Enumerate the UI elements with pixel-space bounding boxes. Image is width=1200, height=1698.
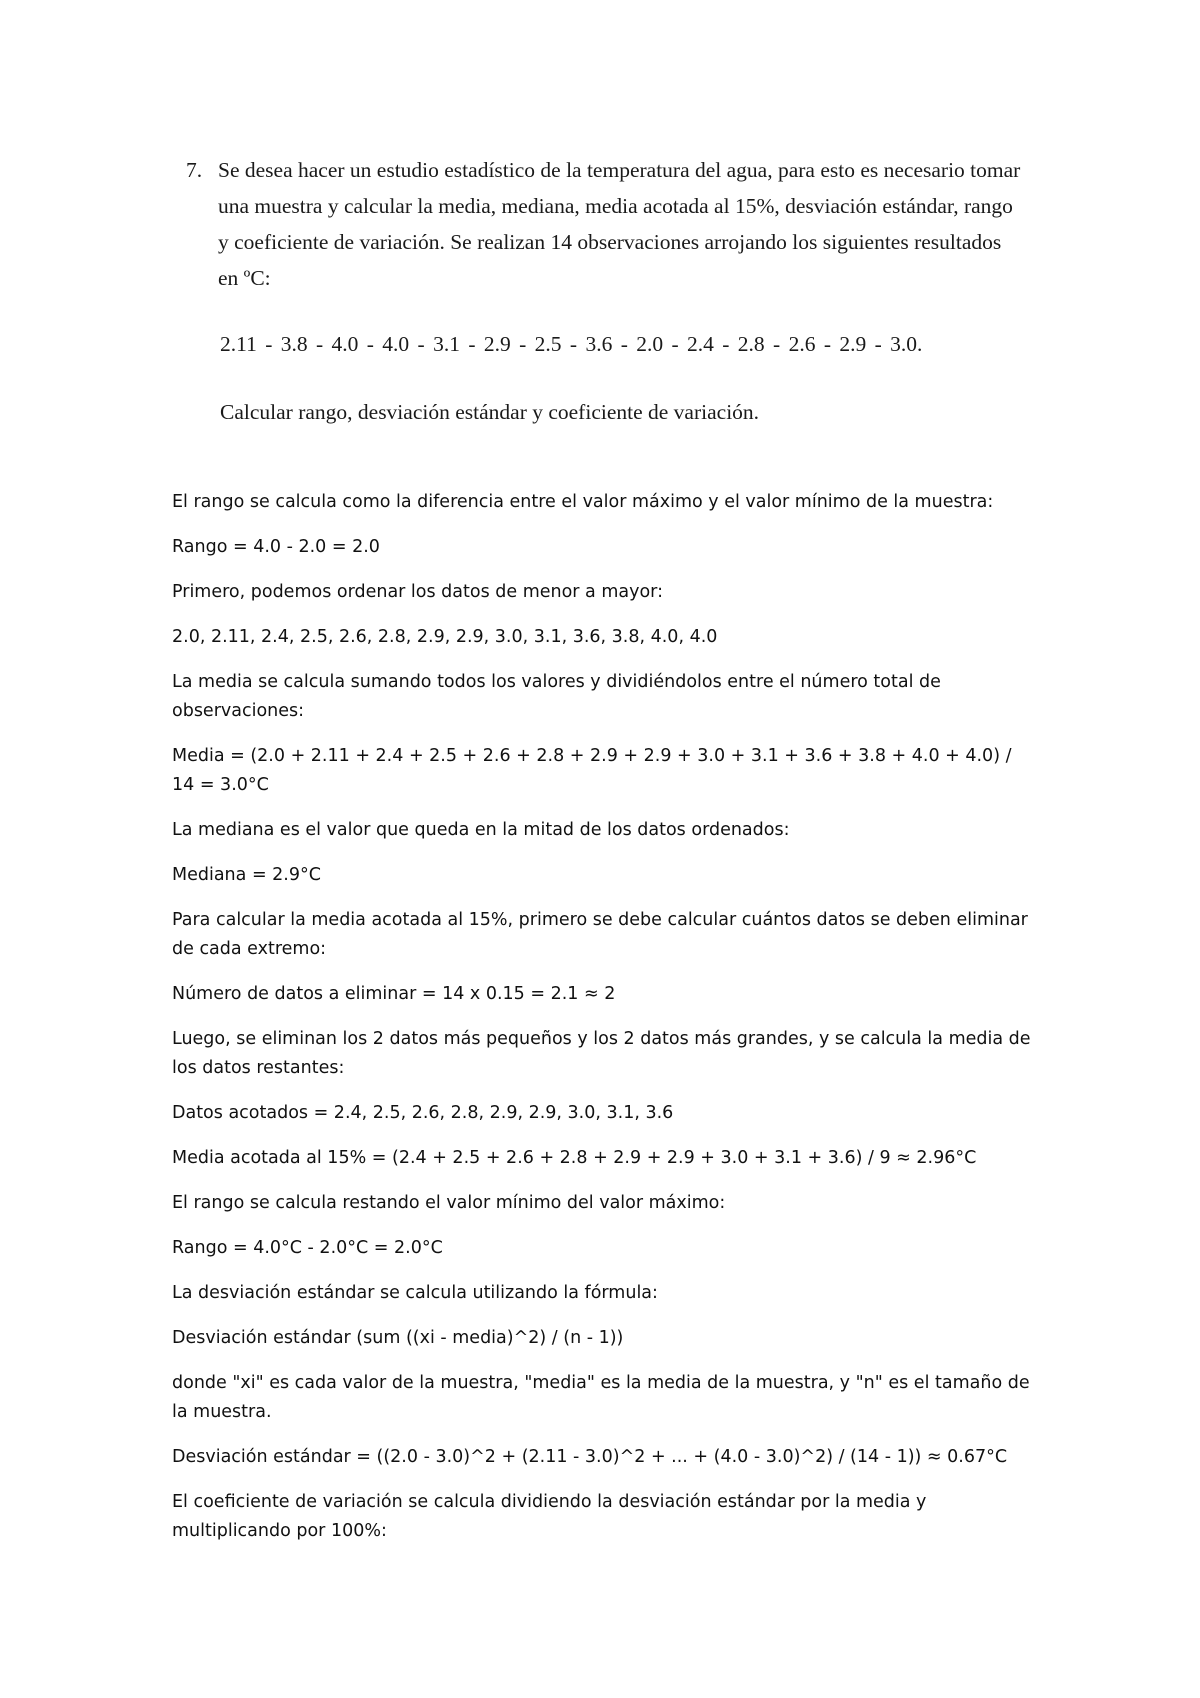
answer-paragraph: Mediana = 2.9°C — [172, 865, 321, 885]
answer-paragraph: Desviación estándar = ((2.0 - 3.0)^2 + (2.11 - 3.0)^2 + ... + (4.0 - 3.0)^2) / (14 - 1)) ≈ 0.67°C — [172, 1447, 1008, 1467]
answer-paragraph: Media acotada al 15% = (2.4 + 2.5 + 2.6 + 2.8 + 2.9 + 2.9 + 3.0 + 3.1 + 3.6) / 9 ≈ 2.96°C — [172, 1148, 977, 1168]
answer-paragraph: El rango se calcula como la diferencia entre el valor máximo y el valor mínimo de la muestra: — [172, 492, 994, 512]
answer-paragraph: El rango se calcula restando el valor mínimo del valor máximo: — [172, 1193, 726, 1213]
answer-paragraph: 2.0, 2.11, 2.4, 2.5, 2.6, 2.8, 2.9, 2.9, 3.0, 3.1, 3.6, 3.8, 4.0, 4.0 — [172, 627, 718, 647]
answer-paragraph: La media se calcula sumando todos los valores y dividiéndolos entre el número total de observaciones: — [172, 672, 941, 721]
problem-values: 2.11 - 3.8 - 4.0 - 4.0 - 3.1 - 2.9 - 2.5 - 3.6 - 2.0 - 2.4 - 2.8 - 2.6 - 2.9 - 3.0. — [220, 332, 923, 356]
answer-paragraph: Rango = 4.0°C - 2.0°C = 2.0°C — [172, 1238, 443, 1258]
answer-paragraph: Rango = 4.0 - 2.0 = 2.0 — [172, 537, 380, 557]
problem-text: Se desea hacer un estudio estadístico de la temperatura del agua, para esto es necesario tomar una muestra y calcular la media, mediana, media acotada al 15%, desviación estándar, rango y coeficiente de variación. Se realizan 14 observaciones arrojando los siguientes resultados en ºC: — [218, 158, 1021, 290]
answer-paragraph: La desviación estándar se calcula utilizando la fórmula: — [172, 1283, 658, 1303]
answer-paragraph: El coeficiente de variación se calcula dividiendo la desviación estándar por la media y multiplicando por 100%: — [172, 1492, 927, 1541]
answer-paragraph: La mediana es el valor que queda en la mitad de los datos ordenados: — [172, 820, 790, 840]
answer-paragraph: Media = (2.0 + 2.11 + 2.4 + 2.5 + 2.6 + 2.8 + 2.9 + 2.9 + 3.0 + 3.1 + 3.6 + 3.8 + 4.0 + 4.0) / 14 = 3.0°C — [172, 746, 1012, 795]
answer-body — [172, 488, 1032, 1562]
answer-paragraph: Luego, se eliminan los 2 datos más pequeños y los 2 datos más grandes, y se calcula la media de los datos restantes: — [172, 1029, 1031, 1078]
problem-task: Calcular rango, desviación estándar y coeficiente de variación. — [220, 400, 760, 424]
answer-paragraph: donde "xi" es cada valor de la muestra, "media" es la media de la muestra, y "n" es el tamaño de la muestra. — [172, 1373, 1030, 1422]
problem-statement-image — [186, 152, 1026, 430]
answer-paragraph: Desviación estándar (sum ((xi - media)^2) / (n - 1)) — [172, 1328, 624, 1348]
answer-paragraph: Primero, podemos ordenar los datos de menor a mayor: — [172, 582, 663, 602]
answer-paragraph: Número de datos a eliminar = 14 x 0.15 = 2.1 ≈ 2 — [172, 984, 616, 1004]
problem-number: 7. — [186, 158, 203, 182]
answer-paragraph: Datos acotados = 2.4, 2.5, 2.6, 2.8, 2.9, 2.9, 3.0, 3.1, 3.6 — [172, 1103, 674, 1123]
answer-paragraph: Para calcular la media acotada al 15%, primero se debe calcular cuántos datos se deben eliminar de cada extremo: — [172, 910, 1028, 959]
